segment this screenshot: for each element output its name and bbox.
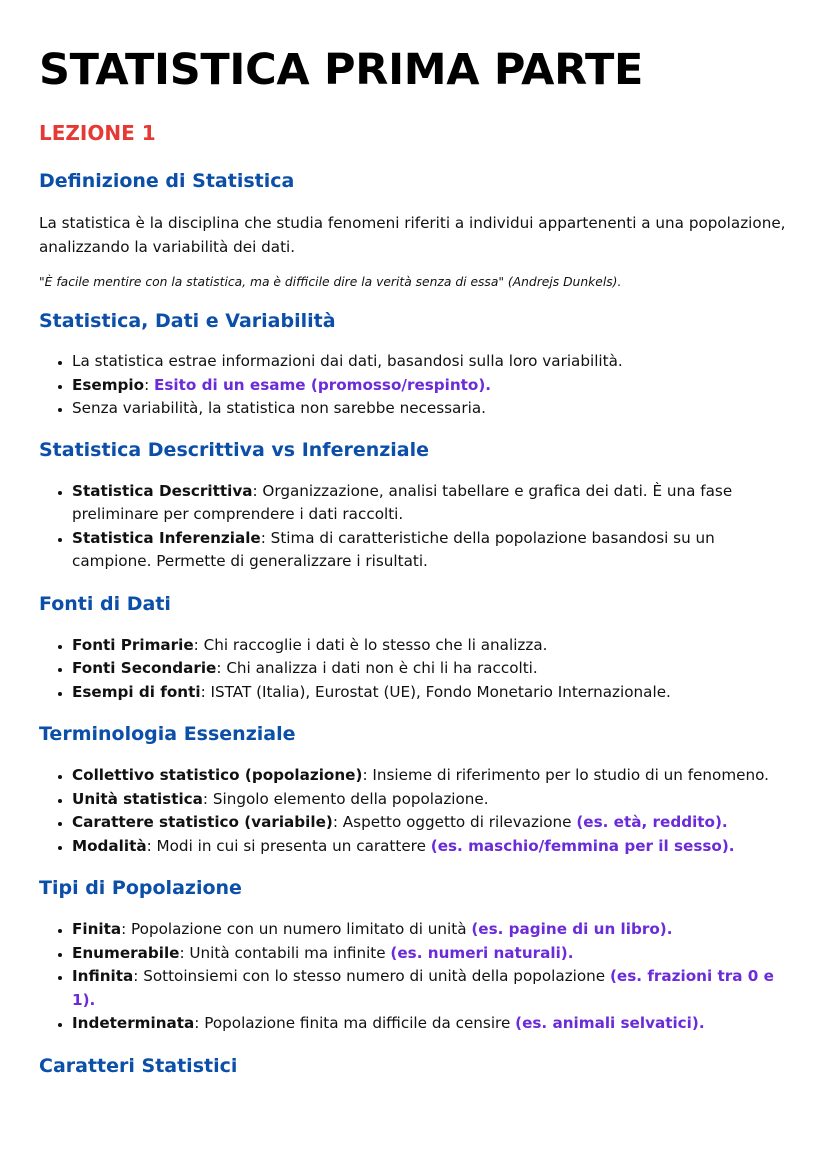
item-term: Indeterminata <box>72 1014 195 1032</box>
list-item <box>72 835 788 859</box>
item-example: (es. maschio/femmina per il sesso). <box>430 836 735 855</box>
item-separator: : <box>144 375 155 394</box>
list-item <box>72 965 788 1012</box>
item-term: Fonti Secondarie <box>72 659 217 677</box>
item-text: : Sottoinsiemi con lo stesso numero di unità della popolazione <box>133 967 610 985</box>
list-item <box>72 634 788 658</box>
item-example: (es. età, reddito). <box>576 813 728 831</box>
item-text: : Organizzazione, analisi tabellare e grafica dei dati. È una fase preliminare per comprendere i dati raccolti. <box>72 481 733 523</box>
quote-paragraph: "È facile mentire con la statistica, ma è difficile dire la verità senza di essa" (Andrejs Dunkels). <box>39 275 622 289</box>
list-item <box>72 681 788 705</box>
list-item <box>72 397 788 421</box>
item-term: Infinita <box>72 967 134 985</box>
list-item <box>72 657 788 681</box>
item-text: : Stima di caratteristiche della popolazione basandosi su un campione. Permette di generalizzare i risultati. <box>72 528 715 570</box>
item-term: Enumerabile <box>72 943 180 962</box>
item-term: Finita <box>72 920 122 938</box>
item-example: (es. pagine di un libro). <box>471 920 673 938</box>
item-text: : Aspetto oggetto di rilevazione <box>332 813 577 831</box>
item-text: Senza variabilità, la statistica non sarebbe necessaria. <box>72 399 486 417</box>
item-example: (es. numeri naturali). <box>390 943 574 962</box>
item-text: La statistica estrae informazioni dai dati, basandosi sulla loro variabilità. <box>72 352 623 370</box>
item-text: : Popolazione finita ma difficile da censire <box>194 1014 516 1032</box>
list-item <box>72 527 788 574</box>
item-text: : Popolazione con un numero limitato di unità <box>121 920 472 938</box>
list-fonti <box>39 634 788 705</box>
item-example: Esito di un esame (promosso/respinto). <box>154 375 492 394</box>
section-heading-fonti: Fonti di Dati <box>39 592 171 615</box>
item-text: : Chi analizza i dati non è chi li ha raccolti. <box>216 659 538 677</box>
section-heading-definizione: Definizione di Statistica <box>39 170 295 192</box>
document-title: STATISTICA PRIMA PARTE <box>39 45 644 95</box>
item-text: : Singolo elemento della popolazione. <box>202 789 489 808</box>
list-item <box>72 374 788 398</box>
item-text: : Unità contabili ma infinite <box>179 943 391 962</box>
item-term: Modalità <box>72 836 147 855</box>
item-term: Fonti Primarie <box>72 635 194 654</box>
item-term: Collettivo statistico (popolazione) <box>72 766 363 784</box>
list-terminologia <box>39 764 788 858</box>
section-heading-caratteri: Caratteri Statistici <box>39 1054 238 1077</box>
section-heading-dati: Statistica, Dati e Variabilità <box>39 310 336 332</box>
item-term: Unità statistica <box>72 789 203 808</box>
definition-paragraph: La statistica è la disciplina che studia fenomeni riferiti a individui appartenenti a una popolazione, analizzando la variabilità dei dati. <box>39 214 786 256</box>
item-term: Statistica Descrittiva <box>72 481 253 500</box>
item-text: : ISTAT (Italia), Eurostat (UE), Fondo Monetario Internazionale. <box>200 682 671 701</box>
list-item <box>72 918 788 942</box>
lesson-label: LEZIONE 1 <box>39 121 156 145</box>
item-example: (es. frazioni tra 0 e 1). <box>72 967 774 1009</box>
list-item <box>72 1012 788 1036</box>
item-term: Esempi di fonti <box>72 682 201 701</box>
list-descrittiva <box>39 480 788 574</box>
section-heading-descrittiva: Statistica Descrittiva vs Inferenziale <box>39 438 430 461</box>
list-item <box>72 942 788 966</box>
item-text: : Modi in cui si presenta un carattere <box>146 836 431 855</box>
item-example: (es. animali selvatici). <box>515 1014 705 1032</box>
list-item <box>72 350 788 374</box>
item-term: Statistica Inferenziale <box>72 528 261 547</box>
list-item <box>72 811 788 835</box>
item-term: Carattere statistico (variabile) <box>72 813 333 831</box>
item-term: Esempio <box>72 375 145 394</box>
item-text: : Chi raccoglie i dati è lo stesso che li analizza. <box>193 635 548 654</box>
section-heading-terminologia: Terminologia Essenziale <box>39 723 296 745</box>
list-item <box>72 764 788 788</box>
list-item <box>72 480 788 527</box>
list-tipi <box>39 918 788 1036</box>
list-item <box>72 788 788 812</box>
item-text: : Insieme di riferimento per lo studio di un fenomeno. <box>362 766 769 784</box>
section-heading-tipi: Tipi di Popolazione <box>39 877 242 899</box>
list-dati <box>39 350 788 421</box>
